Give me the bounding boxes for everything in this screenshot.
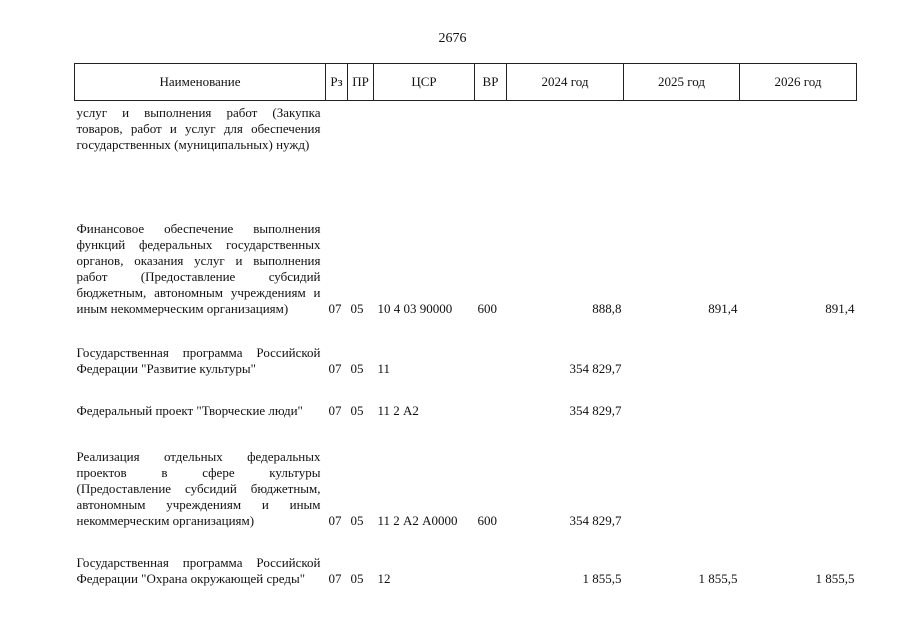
row-pr: 05 [350,360,364,376]
row-2026 [740,101,857,167]
row-rz [326,101,348,167]
row-2025: 1 855,5 [698,570,738,586]
row-2026: 1 855,5 [815,570,855,586]
row-vr: 600 [477,300,497,316]
header-vr: ВР [475,64,507,101]
row-vr [475,377,507,419]
row-csr: 11 2 А2 А0000 [377,512,458,528]
row-csr: 12 [377,570,391,586]
row-2025 [624,317,740,377]
row-2026 [740,317,857,377]
row-2026 [740,377,857,419]
row-name: услуг и выполнения работ (Закупка товаров, работ и услуг для обеспечения государственных (муниципальных) нужд) [76,105,321,152]
row-vr [475,101,507,167]
row-2024: 354 829,7 [569,360,622,376]
row-2026 [740,419,857,529]
row-name: Государственная программа Российской Федерации "Охрана окружающей среды" [76,554,321,586]
row-vr [475,317,507,377]
table-row [75,419,857,529]
row-vr [475,529,507,587]
row-pr: 05 [350,300,364,316]
row-2025 [624,101,740,167]
header-2024: 2024 год [507,64,624,101]
header-2025: 2025 год [624,64,740,101]
row-rz: 07 [328,512,342,528]
row-csr: 11 [377,360,391,376]
header-name: Наименование [75,64,326,101]
row-vr: 600 [477,512,497,528]
row-rz: 07 [328,570,342,586]
row-2025: 891,4 [708,300,738,316]
row-name: Государственная программа Российской Федерации "Развитие культуры" [76,344,321,376]
table-body [75,101,857,587]
row-name: Финансовое обеспечение выполнения функций федеральных государственных органов, оказания услуг и выполнения работ (Предоставление субсидий бюджетным, автономным учреждениям и иным некоммерческим организациям) [76,220,321,316]
row-2024: 888,8 [592,300,622,316]
row-pr: 05 [350,402,364,418]
row-2026: 891,4 [825,300,855,316]
page-number: 2676 [438,31,467,46]
table-row [75,167,857,317]
budget-table [74,63,857,587]
row-csr [374,101,475,167]
row-pr: 05 [350,570,364,586]
row-2025 [624,377,740,419]
table-row [75,529,857,587]
row-2024: 1 855,5 [582,570,622,586]
header-csr: ЦСР [374,64,475,101]
row-rz: 07 [328,402,342,418]
row-rz: 07 [328,360,342,376]
row-name: Федеральный проект "Творческие люди" [76,402,303,418]
row-name: Реализация отдельных федеральных проектов в сфере культуры (Предоставление субсидий бюджетным, автономным учреждениям и иным некоммерческим организациям) [76,448,321,528]
table-row [75,101,857,167]
row-2024: 354 829,7 [569,512,622,528]
row-2025 [624,419,740,529]
table-row [75,317,857,377]
row-2024 [507,101,624,167]
row-pr: 05 [350,512,364,528]
row-csr: 10 4 03 90000 [377,300,453,316]
row-pr [348,101,374,167]
table-header [75,64,857,101]
header-2026: 2026 год [740,64,857,101]
row-2024: 354 829,7 [569,402,622,418]
row-csr: 11 2 А2 [377,402,419,418]
header-rz: Рз [326,64,348,101]
header-pr: ПР [348,64,374,101]
row-rz: 07 [328,300,342,316]
table-row [75,377,857,419]
